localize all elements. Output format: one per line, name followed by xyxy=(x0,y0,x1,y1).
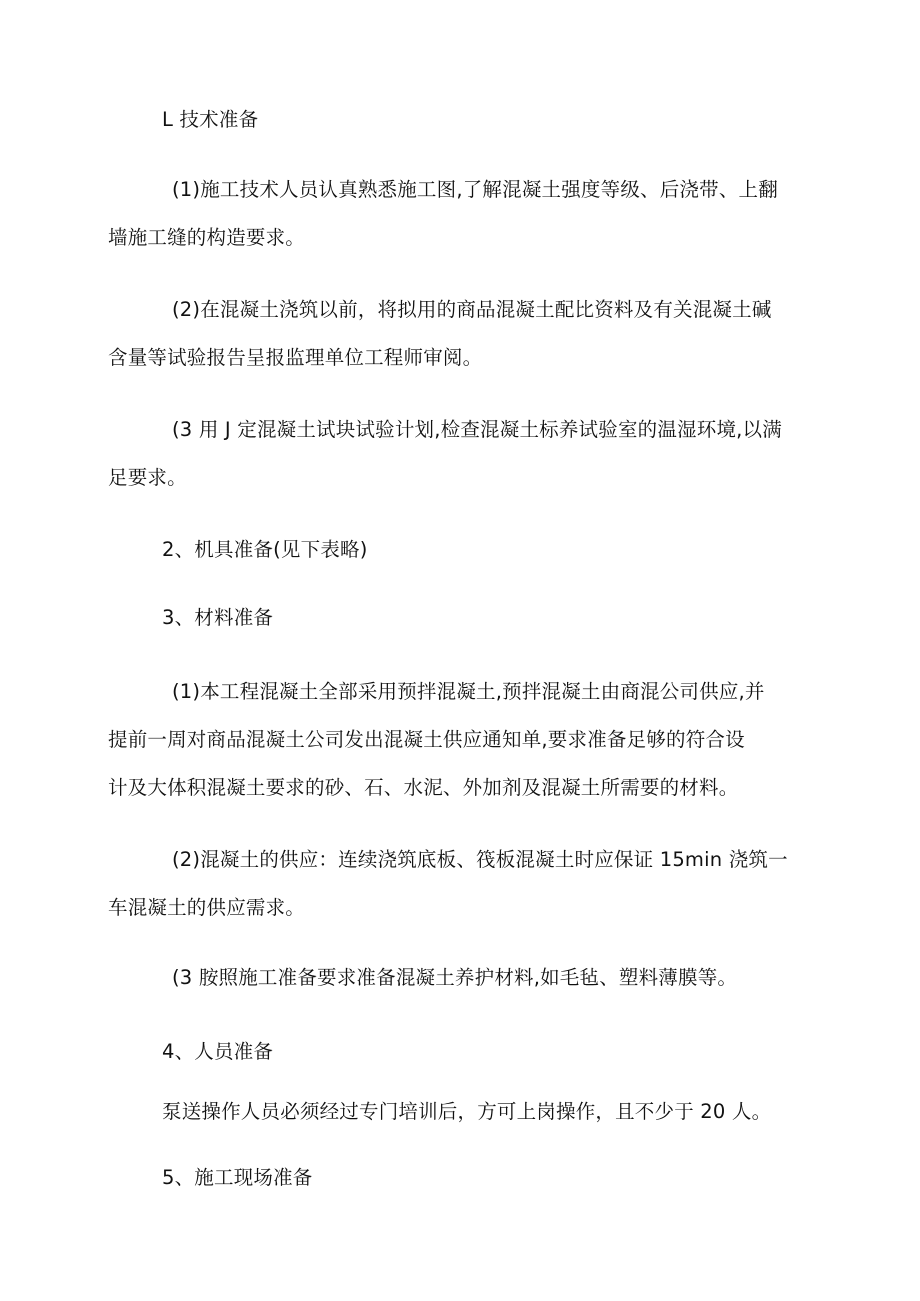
paragraph-line: 泵送操作人员必须经过专门培训后，方可上岗操作，且不少于 20 人。 xyxy=(162,1100,772,1123)
paragraph-line: (3 用 J 定混凝土试块试验计划,检查混凝土标养试验室的温湿环境,以满 xyxy=(172,418,782,441)
paragraph-line: 计及大体积混凝土要求的砂、石、水泥、外加剂及混凝土所需要的材料。 xyxy=(108,776,739,799)
heading-equipment-prep: 2、机具准备(见下表略) xyxy=(162,538,368,561)
paragraph-line: (1)本工程混凝土全部采用预拌混凝土,预拌混凝土由商混公司供应,并 xyxy=(172,680,765,703)
paragraph-line: 足要求。 xyxy=(108,466,187,489)
paragraph-line: (1)施工技术人员认真熟悉施工图,了解混凝土强度等级、后浇带、上翻 xyxy=(172,178,778,201)
heading-material-prep: 3、材料准备 xyxy=(162,606,274,629)
heading-site-prep: 5、施工现场准备 xyxy=(162,1166,313,1189)
paragraph-line: (2)在混凝土浇筑以前，将拟用的商品混凝土配比资料及有关混凝土碱 xyxy=(172,298,772,321)
heading-technical-prep: L 技术准备 xyxy=(162,108,259,131)
heading-personnel-prep: 4、人员准备 xyxy=(162,1040,274,1063)
paragraph-line: (2)混凝土的供应：连续浇筑底板、筏板混凝土时应保证 15min 浇筑一 xyxy=(172,848,788,871)
paragraph-line: 提前一周对商品混凝土公司发出混凝土供应通知单,要求准备足够的符合设 xyxy=(108,728,745,751)
paragraph-line: 车混凝土的供应需求。 xyxy=(108,896,306,919)
paragraph-line: (3 胺照施工准备要求准备混凝土养护材料,如毛毡、塑料薄膜等。 xyxy=(172,966,738,989)
paragraph-line: 含量等试验报告呈报监理单位工程师审阅。 xyxy=(108,346,483,369)
paragraph-line: 墙施工缝的构造要求。 xyxy=(108,226,306,249)
